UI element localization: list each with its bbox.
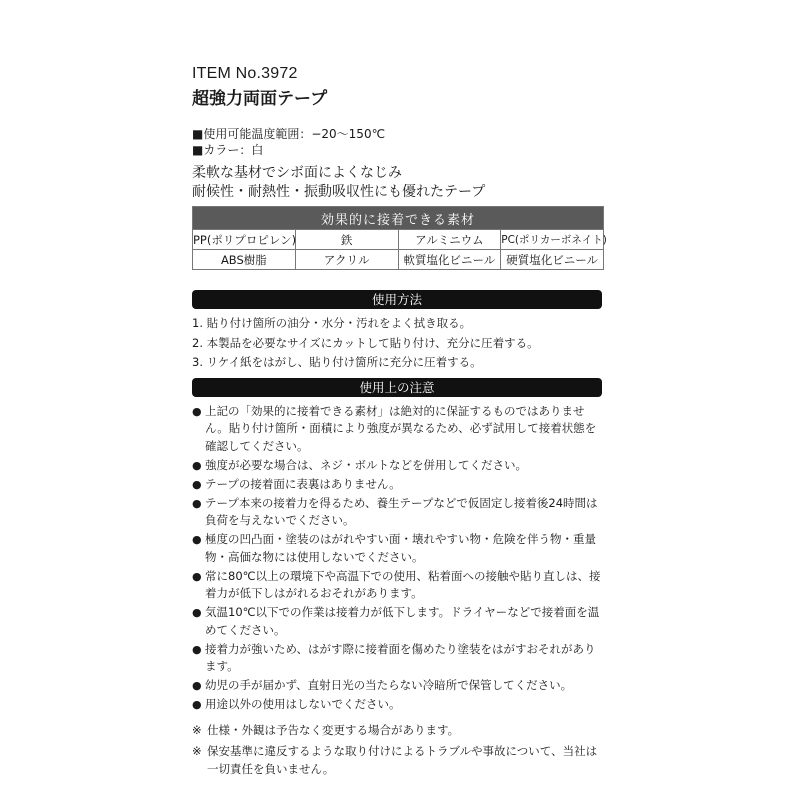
list-item (192, 641, 604, 676)
table-cell: 硬質塩化ビニール (501, 250, 604, 270)
bullet-icon: ● (192, 679, 202, 692)
caution-heading: 使用上の注意 (192, 378, 602, 397)
bullet-icon: ● (192, 404, 202, 418)
list-item (192, 403, 604, 456)
spec-temperature (192, 126, 604, 142)
notes-list (192, 722, 604, 779)
list-item (192, 476, 604, 494)
caution-text: テープの接着面に表裏はありません。 (205, 476, 401, 491)
table-cell: 軟質塩化ビニール (398, 250, 501, 270)
catch-copy (192, 164, 604, 202)
caution-text: 上記の「効果的に接着できる素材」は絶対的に保証するものではありません。貼り付け箇所・面積により強度が異なるため、必ず試用して接着状態を確認してください。 (205, 403, 597, 453)
spec-list (192, 126, 604, 158)
bullet-icon: ● (192, 698, 202, 711)
list-item (192, 696, 604, 714)
bullet-icon: ● (192, 642, 202, 656)
list-item (192, 604, 604, 639)
catch-line: 耐候性・耐熱性・振動吸収性にも優れたテープ (192, 184, 486, 200)
table-cell: 鉄 (295, 230, 398, 250)
note-text: 仕様・外観は予告なく変更する場合があります。 (207, 722, 460, 737)
item-number: ITEM No.3972 (192, 65, 298, 82)
caution-text: テープ本来の接着力を得るため、養生テープなどで仮固定し接着後24時間は負荷を与えないでください。 (205, 495, 598, 527)
caution-text: 用途以外の使用はしないでください。 (205, 697, 401, 711)
materials-table (192, 206, 607, 270)
catch-line: 柔軟な基材でシボ面によくなじみ (192, 165, 402, 181)
list-item (192, 568, 604, 603)
product-label (192, 60, 607, 782)
caution-text: 接着力が強いため、はがす際に接着面を傷めたり塗装をはがすおそれがあります。 (205, 641, 596, 673)
note-marker: ※ (192, 744, 202, 758)
spec-color (192, 142, 604, 158)
bullet-icon: ● (192, 606, 202, 619)
table-cell: アクリル (295, 250, 398, 270)
usage-step: 1. 貼り付け箇所の油分・水分・汚れをよく拭き取る。 (192, 316, 472, 330)
list-item (192, 743, 604, 778)
note-marker: ※ (192, 722, 202, 737)
caution-text: 常に80℃以上の環境下や高温下での使用、粘着面への接触や貼り直しは、接着力が低下しはがれるおそれがあります。 (205, 568, 601, 600)
table-cell: アルミニウム (398, 230, 501, 250)
bullet-icon: ● (192, 569, 202, 583)
usage-steps (192, 314, 604, 373)
list-item (192, 677, 604, 695)
note-text: 保安基準に違反するような取り付けによるトラブルや事故について、当社は一切責任を負いません。 (207, 744, 598, 776)
table-row (193, 250, 604, 270)
bullet-icon: ● (192, 533, 202, 546)
list-item (192, 531, 604, 566)
list-item (192, 457, 604, 475)
spec-text: カラー：白 (203, 143, 264, 157)
usage-step: 2. 本製品を必要なサイズにカットして貼り付け、充分に圧着する。 (192, 335, 539, 350)
product-title: 超強力両面テープ (192, 89, 328, 109)
list-item (192, 722, 604, 740)
bullet-icon: ● (192, 496, 202, 510)
table-cell: ABS樹脂 (193, 250, 296, 270)
materials-heading: 効果的に接着できる素材 (193, 207, 604, 230)
usage-heading: 使用方法 (192, 290, 602, 309)
spec-text: 使用可能温度範囲：−20～150℃ (203, 127, 386, 141)
caution-text: 幼児の手が届かず、直射日光の当たらない冷暗所で保管してください。 (205, 678, 573, 692)
caution-list (192, 403, 604, 714)
caution-text: 極度の凹凸面・塗装のはがれやすい面・壊れやすい物・危険を伴う物・重量物・高価な物には使用しないでください。 (205, 532, 596, 564)
bullet-icon: ● (192, 458, 202, 472)
usage-step: 3. リケイ紙をはがし、貼り付け箇所に充分に圧着する。 (192, 355, 482, 369)
table-row (193, 230, 604, 250)
table-cell: PC(ポリカーボネイト) (501, 230, 604, 250)
materials-table-header (193, 207, 604, 230)
caution-text: 強度が必要な場合は、ネジ・ボルトなどを併用してください。 (205, 457, 527, 472)
caution-text: 気温10℃以下での作業は接着力が低下します。ドライヤーなどで接着面を温めてください。 (205, 605, 600, 637)
bullet-icon: ● (192, 477, 202, 491)
table-cell: PP(ポリプロピレン) (193, 230, 296, 250)
spec-marker: ■ (192, 143, 204, 157)
spec-marker: ■ (192, 127, 204, 141)
list-item (192, 495, 604, 530)
